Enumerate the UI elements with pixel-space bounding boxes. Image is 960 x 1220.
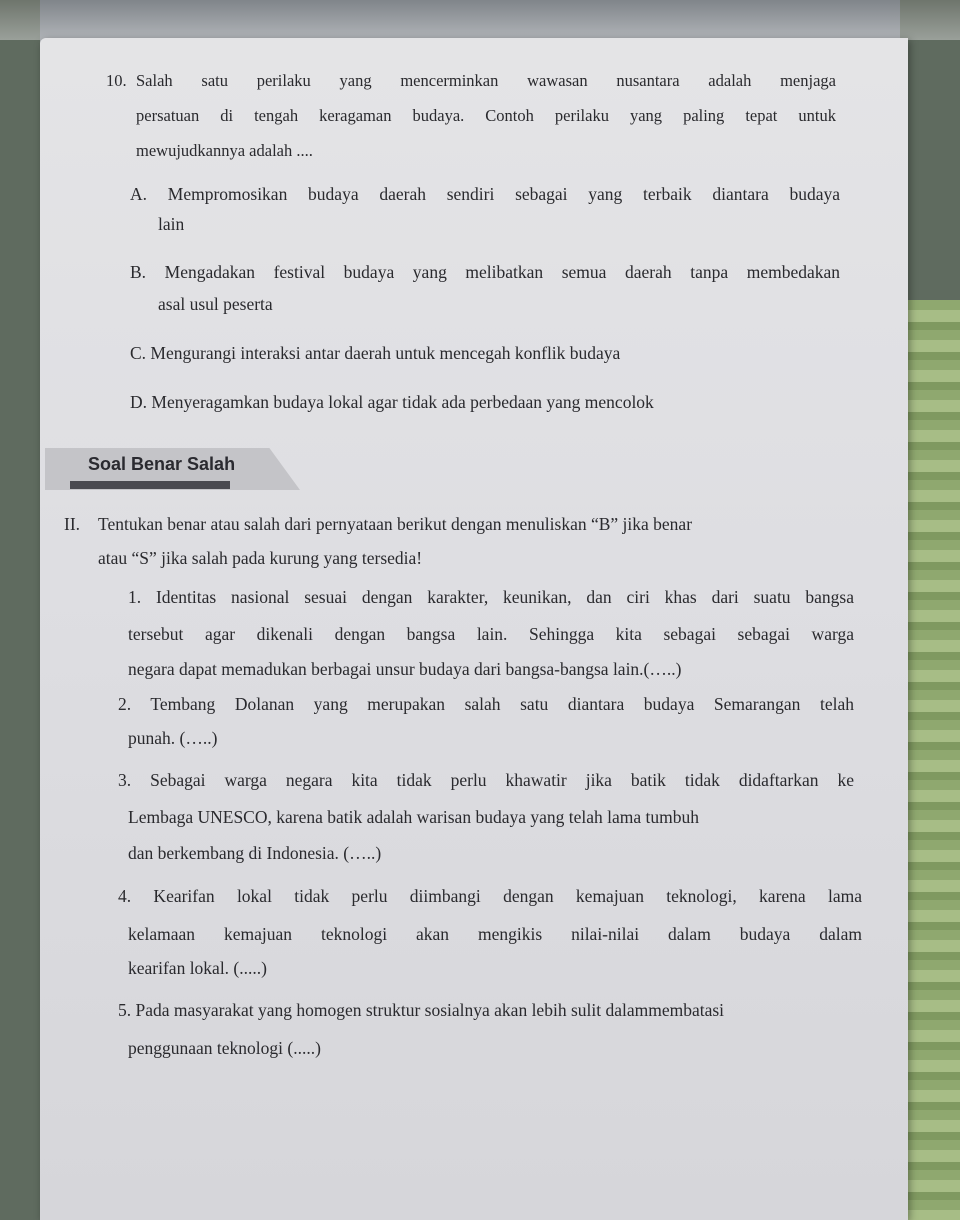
- option-c-line-1: C. Mengurangi interaksi antar daerah untuk mencegah konflik budaya: [130, 343, 621, 363]
- part-2-number: II.: [64, 514, 81, 534]
- statement-3-line-3: dan berkembang di Indonesia. (…..): [128, 843, 382, 863]
- statement-1-line-3: negara dapat memadukan berbagai unsur budaya dari bangsa-bangsa lain.(…..): [128, 659, 682, 679]
- question-10-number: 10.: [106, 71, 127, 90]
- statement-3-line-2: Lembaga UNESCO, karena batik adalah warisan budaya yang telah lama tumbuh: [128, 807, 699, 827]
- option-d-line-1: D. Menyeragamkan budaya lokal agar tidak ada perbedaan yang mencolok: [130, 392, 654, 412]
- part-2-instruction-line-1: Tentukan benar atau salah dari pernyataan berikut dengan menuliskan “B” jika benar: [98, 514, 693, 534]
- option-a-line-2: lain: [158, 214, 185, 234]
- statement-4-line-3: kearifan lokal. (.....): [128, 958, 267, 978]
- statement-1-line-2: tersebut agar dikenali dengan bangsa lain. Sehingga kita sebagai sebagai warga: [128, 624, 854, 644]
- section-header-underline: [70, 481, 230, 489]
- statement-1-line-1: 1. Identitas nasional sesuai dengan karakter, keunikan, dan ciri khas dari suatu bangsa: [128, 587, 854, 607]
- statement-2-line-1: 2. Tembang Dolanan yang merupakan salah satu diantara budaya Semarangan telah: [118, 694, 854, 714]
- option-a-line-1: A. Mempromosikan budaya daerah sendiri sebagai yang terbaik diantara budaya: [130, 184, 840, 204]
- question-10-stem-line-3: mewujudkannya adalah ....: [136, 141, 313, 160]
- statement-3-line-1: 3. Sebagai warga negara kita tidak perlu khawatir jika batik tidak didaftarkan ke: [118, 770, 854, 790]
- statement-5-line-2: penggunaan teknologi (.....): [128, 1038, 321, 1058]
- part-2-instruction-line-2: atau “S” jika salah pada kurung yang tersedia!: [98, 548, 423, 568]
- option-b-line-2: asal usul peserta: [158, 294, 273, 314]
- statement-2-line-2: punah. (…..): [128, 728, 218, 748]
- question-10-stem-line-2: persatuan di tengah keragaman budaya. Contoh perilaku yang paling tepat untuk: [136, 106, 836, 125]
- section-title: Soal Benar Salah: [88, 454, 236, 474]
- question-10-stem-line-1: Salah satu perilaku yang mencerminkan wawasan nusantara adalah menjaga: [136, 71, 836, 90]
- statement-5-line-1: 5. Pada masyarakat yang homogen struktur sosialnya akan lebih sulit dalammembatasi: [118, 1000, 725, 1020]
- statement-4-line-1: 4. Kearifan lokal tidak perlu diimbangi dengan kemajuan teknologi, karena lama: [118, 886, 862, 906]
- option-b-line-1: B. Mengadakan festival budaya yang melibatkan semua daerah tanpa membedakan: [130, 262, 840, 282]
- statement-4-line-2: kelamaan kemajuan teknologi akan mengikis nilai-nilai dalam budaya dalam: [128, 924, 862, 944]
